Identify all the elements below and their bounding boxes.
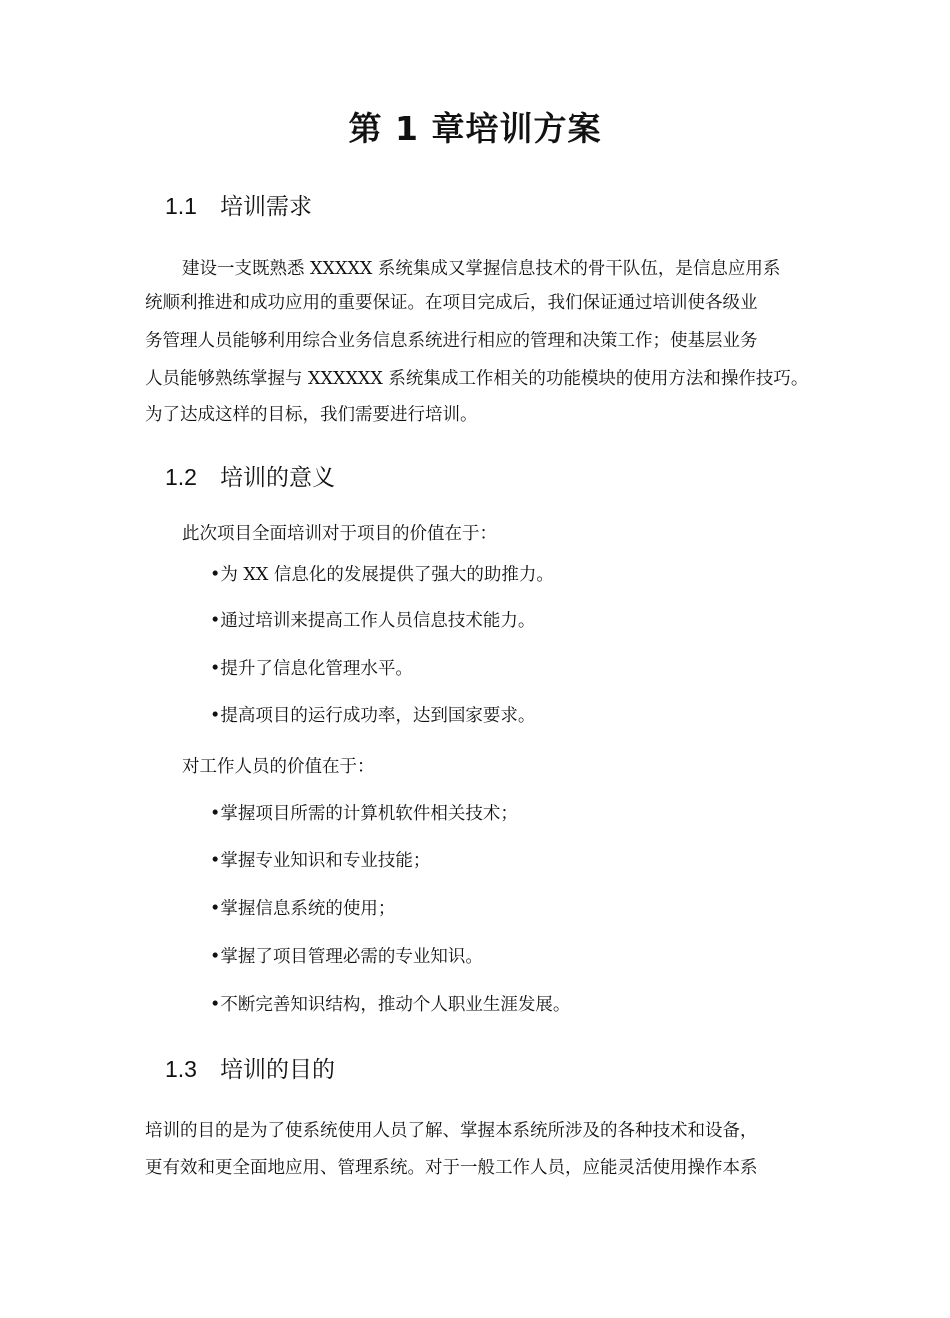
section-number: 1.1 xyxy=(165,193,197,219)
staff-values-intro: 对工作人员的价值在于： xyxy=(182,757,375,777)
chapter-title: 第 1 章培训方案 xyxy=(348,109,602,148)
paragraph-line: 人员能够熟练掌握与 XXXXXX 系统集成工作相关的功能模块的使用方法和操作技巧。 xyxy=(145,369,809,389)
section-number: 1.2 xyxy=(165,464,197,490)
list-item: •提高项目的运行成功率，达到国家要求。 xyxy=(210,706,536,726)
section-heading-1-1 xyxy=(165,190,312,223)
list-item: •掌握专业知识和专业技能； xyxy=(210,851,431,871)
paragraph-line: 建设一支既熟悉 XXXXX 系统集成又掌握信息技术的骨干队伍，是信息应用系 xyxy=(182,259,781,279)
section-number: 1.3 xyxy=(165,1056,197,1082)
section-heading-1-2 xyxy=(165,461,335,494)
project-values-intro: 此次项目全面培训对于项目的价值在于： xyxy=(182,524,497,544)
list-item: •通过培训来提高工作人员信息技术能力。 xyxy=(210,611,536,631)
list-item: •提升了信息化管理水平。 xyxy=(210,659,413,679)
paragraph-line: 更有效和更全面地应用、管理系统。对于一般工作人员，应能灵活使用操作本系 xyxy=(145,1158,758,1178)
paragraph-line: 培训的目的是为了使系统使用人员了解、掌握本系统所涉及的各种技术和设备， xyxy=(145,1121,758,1141)
section-heading-1-3 xyxy=(165,1053,335,1086)
section-title: 培训的目的 xyxy=(220,1057,335,1083)
paragraph-line: 务管理人员能够利用综合业务信息系统进行相应的管理和决策工作；使基层业务 xyxy=(145,331,758,351)
paragraph-line: 统顺利推进和成功应用的重要保证。在项目完成后，我们保证通过培训使各级业 xyxy=(145,293,758,313)
list-item: •掌握信息系统的使用； xyxy=(210,899,396,919)
paragraph-line: 为了达成这样的目标，我们需要进行培训。 xyxy=(145,405,478,425)
list-item: •为 XX 信息化的发展提供了强大的助推力。 xyxy=(210,565,554,585)
section-title: 培训的意义 xyxy=(220,465,335,491)
list-item: •不断完善知识结构，推动个人职业生涯发展。 xyxy=(210,995,571,1015)
list-item: •掌握了项目管理必需的专业知识。 xyxy=(210,947,483,967)
section-title: 培训需求 xyxy=(220,194,312,220)
list-item: •掌握项目所需的计算机软件相关技术； xyxy=(210,804,518,824)
